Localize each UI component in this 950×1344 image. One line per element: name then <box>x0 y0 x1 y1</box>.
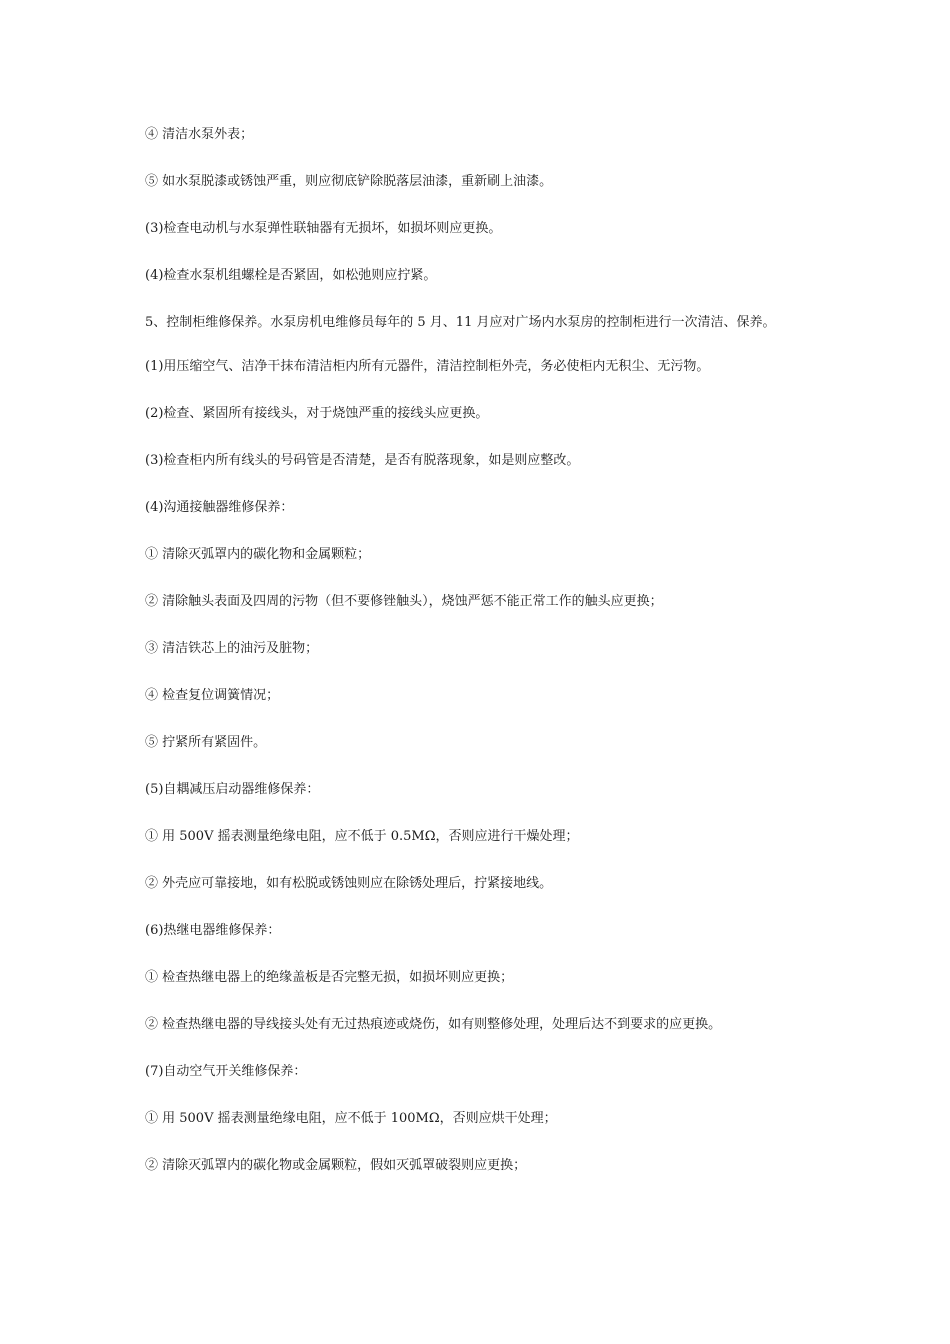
document-body <box>145 126 815 1204</box>
paragraph-bolt-check: (4)检查水泵机组螺栓是否紧固，如松弛则应拧紧。 <box>145 268 437 283</box>
paragraph-autotransformer-heading: (5)自耦减压启动器维修保养： <box>145 782 320 797</box>
paragraph-thermal-relay-item-1: ① 检查热继电器上的绝缘盖板是否完整无损，如损坏则应更换； <box>145 970 514 985</box>
paragraph-thermal-relay-heading: (6)热继电器维修保养： <box>145 923 281 938</box>
paragraph-autotransformer-item-2: ② 外壳应可靠接地，如有松脱或锈蚀则应在除锈处理后，拧紧接地线。 <box>145 876 553 891</box>
paragraph-contactor-item-1: ① 清除灭弧罩内的碳化物和金属颗粒； <box>145 547 371 562</box>
paragraph-air-switch-item-2: ② 清除灭弧罩内的碳化物或金属颗粒，假如灭弧罩破裂则应更换； <box>145 1158 527 1173</box>
paragraph-pump-clean-exterior: ④ 清洁水泵外表； <box>145 127 254 142</box>
paragraph-terminal-tightening: (2)检查、紧固所有接线头，对于烧蚀严重的接线头应更换。 <box>145 406 489 421</box>
paragraph-coupling-check: (3)检查电动机与水泵弹性联轴器有无损坏，如损坏则应更换。 <box>145 221 502 236</box>
paragraph-contactor-item-2: ② 清除触头表面及四周的污物（但不要修锉触头），烧蚀严惩不能正常工作的触头应更换； <box>145 594 663 609</box>
paragraph-cabinet-cleaning: (1)用压缩空气、洁净干抹布清洁柜内所有元器件，清洁控制柜外壳，务必使柜内无积尘、无污物。 <box>145 359 710 374</box>
paragraph-wire-marker-check: (3)检查柜内所有线头的号码管是否清楚，是否有脱落现象，如是则应整改。 <box>145 453 580 468</box>
paragraph-thermal-relay-item-2: ② 检查热继电器的导线接头处有无过热痕迹或烧伤，如有则整修处理，处理后达不到要求的应更换。 <box>145 1017 722 1032</box>
paragraph-pump-repaint: ⑤ 如水泵脱漆或锈蚀严重，则应彻底铲除脱落层油漆，重新刷上油漆。 <box>145 174 553 189</box>
paragraph-control-cabinet-heading: 5、控制柜维修保养。水泵房机电维修员每年的 5 月、11 月应对广场内水泵房的控制柜进行一次清洁、保养。 <box>145 315 776 330</box>
paragraph-contactor-item-4: ④ 检查复位调簧情况； <box>145 688 280 703</box>
paragraph-autotransformer-item-1: ① 用 500V 摇表测量绝缘电阻，应不低于 0.5MΩ，否则应进行干燥处理； <box>145 829 579 844</box>
paragraph-contactor-item-3: ③ 清洁铁芯上的油污及脏物； <box>145 641 319 656</box>
paragraph-air-switch-item-1: ① 用 500V 摇表测量绝缘电阻，应不低于 100MΩ，否则应烘干处理； <box>145 1111 557 1126</box>
paragraph-contactor-heading: (4)沟通接触器维修保养： <box>145 500 294 515</box>
paragraph-air-switch-heading: (7)自动空气开关维修保养： <box>145 1064 307 1079</box>
paragraph-contactor-item-5: ⑤ 拧紧所有紧固件。 <box>145 735 267 750</box>
